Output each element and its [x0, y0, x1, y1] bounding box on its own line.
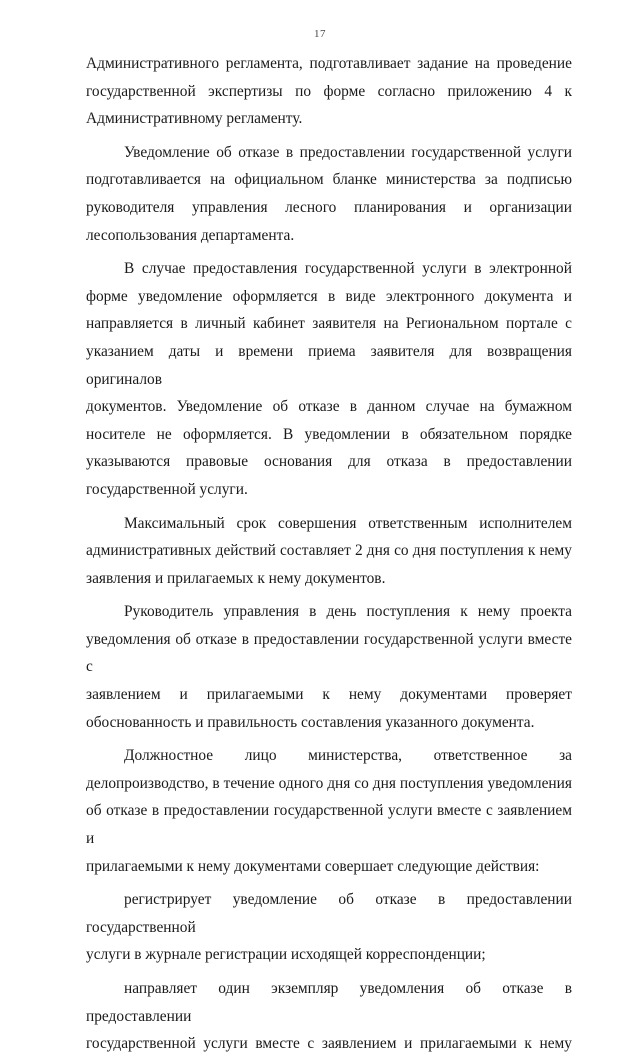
- paragraph-4: [86, 510, 572, 593]
- paragraph-line: регистрирует уведомление об отказе в предоставлении государственной: [86, 891, 572, 936]
- paragraph-line: заявлением и прилагаемыми к нему документами проверяет: [86, 686, 572, 704]
- paragraph-line: об отказе в предоставлении государственной услуги вместе с заявлением и: [86, 802, 572, 848]
- paragraph-line: государственной услуги.: [86, 480, 248, 498]
- paragraph-2: [86, 139, 572, 249]
- paragraph-line: указываются правовые основания для отказа в предоставлении: [86, 453, 572, 471]
- paragraph-line: административных действий составляет 2 дня со дня поступления к нему: [86, 542, 572, 560]
- paragraph-3: [86, 255, 572, 503]
- paragraph-line: руководителя управления лесного планирования и организации: [86, 198, 572, 216]
- paragraph-line: государственной услуги вместе с заявлением и прилагаемыми к нему: [86, 1035, 572, 1053]
- paragraph-line: Уведомление об отказе в предоставлении государственной услуги: [124, 143, 572, 161]
- paragraph-line: Руководитель управления в день поступления к нему проекта: [124, 603, 572, 621]
- paragraph-line: Административного регламента, подготавливает задание на проведение: [86, 55, 572, 72]
- paragraph-line: Должностное лицо министерства, ответственное за: [124, 747, 572, 765]
- paragraph-line: государственной экспертизы по форме согласно приложению 4 к: [86, 82, 572, 100]
- paragraph-line: Административному регламенту.: [86, 110, 303, 128]
- paragraph-line: уведомления об отказе в предоставлении государственной услуги вместе с: [86, 630, 572, 676]
- paragraph-line: прилагаемыми к нему документами совершает следующие действия:: [86, 857, 540, 875]
- paragraph-line: форме уведомление оформляется в виде электронного документа и: [86, 287, 572, 305]
- paragraph-line: документов. Уведомление об отказе в данном случае на бумажном: [86, 398, 572, 416]
- paragraph-line: услуги в журнале регистрации исходящей корреспонденции;: [86, 946, 486, 964]
- document-body: [86, 50, 572, 1058]
- paragraph-line: направляет один экземпляр уведомления об отказе в предоставлении: [86, 980, 572, 1025]
- paragraph-line: направляется в личный кабинет заявителя на Региональном портале с: [86, 315, 572, 333]
- paragraph-8: [86, 975, 572, 1058]
- paragraph-5: [86, 598, 572, 736]
- paragraph-line: носителе не оформляется. В уведомлении в обязательном порядке: [86, 425, 572, 443]
- paragraph-line: делопроизводство, в течение одного дня со дня поступления уведомления: [86, 774, 572, 792]
- paragraph-line: Максимальный срок совершения ответственным исполнителем: [124, 514, 572, 532]
- paragraph-line: обоснованность и правильность составления указанного документа.: [86, 713, 535, 731]
- paragraph-line: заявления и прилагаемых к нему документов.: [86, 569, 386, 587]
- page-number: 17: [314, 28, 326, 40]
- paragraph-line: лесопользования департамента.: [86, 226, 295, 244]
- paragraph-1: [86, 50, 572, 133]
- paragraph-line: указанием даты и времени приема заявителя для возвращения оригиналов: [86, 342, 572, 388]
- paragraph-line: подготавливается на официальном бланке министерства за подписью: [86, 171, 572, 189]
- paragraph-line: В случае предоставления государственной услуги в электронной: [124, 260, 572, 278]
- paragraph-7: [86, 886, 572, 969]
- paragraph-6: [86, 742, 572, 880]
